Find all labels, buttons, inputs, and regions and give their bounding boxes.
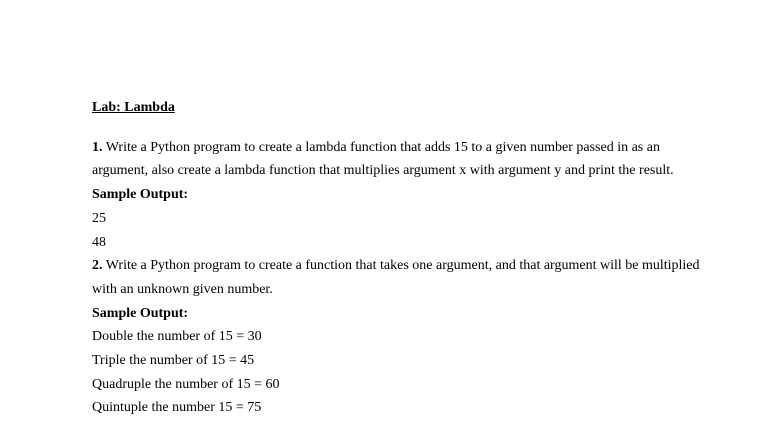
question-1 (92, 136, 712, 183)
question-2-text: Write a Python program to create a function that takes one argument, and that argument will be multiplied with an unknown given number. (92, 258, 700, 297)
question-2 (92, 254, 712, 301)
question-2-output-line: Triple the number of 15 = 45 (92, 353, 255, 369)
question-2-output-line: Double the number of 15 = 30 (92, 329, 262, 345)
question-1-text: Write a Python program to create a lambda function that adds 15 to a given number passed in as an argument, also create a lambda function that multiplies argument x with argument y and print the result. (92, 139, 674, 179)
lab-title: Lab: Lambda (92, 100, 175, 115)
question-2-output-line: Quadruple the number of 15 = 60 (92, 376, 280, 392)
question-2-sample-label: Sample Output: (92, 305, 189, 321)
question-1-sample-label: Sample Output: (92, 187, 189, 203)
question-1-output-line: 25 (92, 210, 106, 226)
question-2-output-line: Quintuple the number 15 = 75 (92, 400, 262, 416)
question-1-number: 1. (92, 139, 103, 155)
question-1-output-line: 48 (92, 234, 106, 250)
spacer (92, 120, 712, 136)
question-2-number: 2. (92, 258, 103, 274)
document-content (92, 96, 712, 420)
